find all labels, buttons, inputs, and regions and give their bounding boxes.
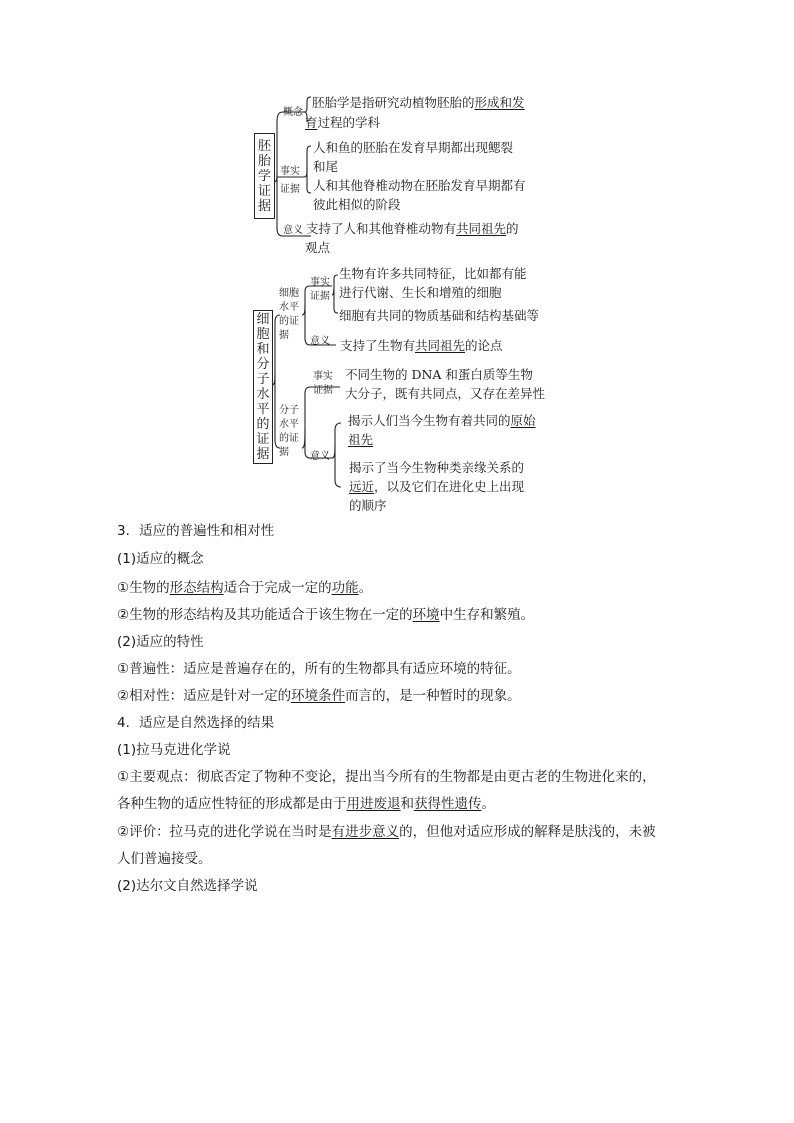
para-adaptation-features: (2)适应的特性 [117,634,204,650]
meaning-line-2: 观点 [305,240,331,255]
fact-label-2: 证据 [280,184,300,195]
meaning-underlined: 共同祖先 [456,221,507,236]
underlined-term: 获得性遗传 [414,796,482,812]
para-universality: ①普遍性：适应是普遍存在的，所有的生物都具有适应环境的特征。 [117,661,521,677]
molecule-meaning-underlined: 祖先 [348,432,374,447]
para-evaluation-cont: 人们普遍接受。 [117,851,212,867]
concept-line-1 [312,93,525,111]
para-lamarck: (1)拉马克进化学说 [117,742,231,758]
cell-meaning-text: 支持了生物有 [340,338,416,353]
para-environment [117,603,534,623]
cell-fact-2: 细胞有共同的物质基础和结构基础等 [339,308,540,323]
fact-item-2-line-1: 人和其他脊椎动物在胚胎发育早期都有 [313,178,526,193]
molecule-level-label-line: 分子 [279,405,299,416]
fact-item-1-line-2: 和尾 [313,159,339,174]
cell-level-label [279,287,299,343]
molecule-fact-label-line: 证据 [313,385,333,396]
concept-text: 过程的学科 [317,115,381,130]
root-char: 学 [257,168,271,184]
para-form-function [117,576,372,596]
text-span: 中生存和繁殖。 [439,607,535,623]
text-span: ②生物的形态结构及其功能适合于该生物在一定的 [117,607,413,623]
cell-meaning [340,336,503,354]
cell-fact-1-line-2: 进行代谢、生长和增殖的细胞 [339,285,502,300]
cell-level-label-line: 据 [279,330,289,341]
fact-item-2-line-2: 彼此相似的阶段 [313,197,401,212]
concept-underlined: 形成和发 [474,95,525,110]
molecule-fact-line-1: 不同生物的 DNA 和蛋白质等生物 [345,367,533,382]
para-darwin: (2)达尔文自然选择学说 [117,878,258,894]
text-span: 各种生物的适应性特征的形成都是由于 [117,796,347,812]
meaning-text: 的 [506,221,519,236]
root-char: 的 [256,417,270,432]
cell-level-label-line: 的证 [279,316,299,327]
molecule-level-label [279,404,299,460]
molecule-level-label-line: 的证 [279,433,299,444]
para-adaptation-concept: (1)适应的概念 [117,551,204,567]
cell-meaning-text: 的论点 [465,338,503,353]
cell-meaning-label: 意义 [310,336,330,347]
molecule-meaning-label: 意义 [310,451,330,462]
concept-text: 胚胎学是指研究动植物胚胎的 [312,95,475,110]
text-span: ②评价：拉马克的进化学说在当时是 [117,824,332,840]
cell-molecule-evidence-root [253,310,273,464]
fact-label-1: 事实 [280,166,300,177]
text-span: 。 [358,580,373,596]
concept-label: 概念 [283,107,303,118]
fact-item-1-line-1: 人和鱼的胚胎在发育早期都出现鳃裂 [313,140,514,155]
text-span: 的，但他对适应形成的解释是肤浅的，未被 [399,824,656,840]
text-span: 而言的，是一种暂时的现象。 [345,688,521,704]
underlined-term: 环境条件 [291,688,346,704]
cell-fact-label-line: 事实 [310,277,330,288]
underlined-term: 环境 [412,607,440,623]
cell-fact-1-line-1: 生物有许多共同特征，比如都有能 [339,266,527,281]
cell-level-label-line: 水平 [279,302,299,313]
cell-fact-label [310,276,330,304]
molecule-level-label-line: 据 [279,447,289,458]
root-char: 和 [256,342,270,357]
molecule-level-label-line: 水平 [279,419,299,430]
cell-fact-label-line: 证据 [310,291,330,302]
root-char: 证 [256,432,270,447]
para-evaluation [117,820,656,840]
root-char: 胞 [256,327,270,342]
underlined-term: 形态结构 [169,580,224,596]
molecule-meaning-2-line-1: 揭示了当今生物种类亲缘关系的 [349,460,525,475]
text-span: 。 [481,796,495,812]
meaning-line-1 [306,219,519,237]
para-main-view: ①主要观点：彻底否定了物种不变论，提出当今所有的生物都是由更古老的生物进化来的， [117,769,656,785]
para-main-view-cont [117,792,495,812]
root-char: 水 [256,387,270,402]
molecule-meaning-text: 揭示人们当今生物有着共同的 [348,413,511,428]
text-span: ①生物的 [117,580,170,596]
embryology-evidence-root [254,133,275,219]
root-char: 子 [256,372,270,387]
molecule-meaning-1-line-1 [348,411,536,429]
meaning-label: 意义 [283,225,303,236]
molecule-meaning-2-line-3: 的顺序 [349,498,387,513]
root-char: 细 [256,312,270,327]
para-relativity [117,684,521,704]
molecule-fact-line-2: 大分子，既有共同点，又存在差异性 [345,386,546,401]
root-char: 胎 [257,153,271,169]
meaning-text: 支持了人和其他脊椎动物有 [306,221,457,236]
root-char: 据 [257,198,271,214]
underlined-term: 用进废退 [346,796,401,812]
text-span: ②相对性：适应是针对一定的 [117,688,292,704]
concept-underlined: 育 [305,115,318,130]
concept-line-2 [305,113,380,131]
section-heading-4: 4．适应是自然选择的结果 [117,715,275,731]
section-heading-3: 3．适应的普遍性和相对性 [117,523,275,539]
cell-meaning-underlined: 共同祖先 [415,338,466,353]
molecule-meaning-underlined: 原始 [510,413,536,428]
molecule-fact-label [313,370,333,398]
molecule-meaning-text: ，以及它们在进化史上出现 [374,479,525,494]
molecule-meaning-underlined: 远近 [349,479,375,494]
underlined-term: 功能 [331,580,359,596]
root-char: 胚 [257,138,271,154]
molecule-meaning-1-line-2 [348,430,373,448]
underlined-term: 有进步意义 [331,824,400,840]
text-span: 适合于完成一定的 [223,580,332,596]
root-char: 据 [256,447,270,462]
text-span: 和 [400,796,414,812]
cell-level-label-line: 细胞 [279,288,299,299]
root-char: 平 [256,402,270,417]
molecule-meaning-2-line-2 [349,477,524,495]
molecule-fact-label-line: 事实 [313,371,333,382]
root-char: 分 [256,357,270,372]
root-char: 证 [257,183,271,199]
